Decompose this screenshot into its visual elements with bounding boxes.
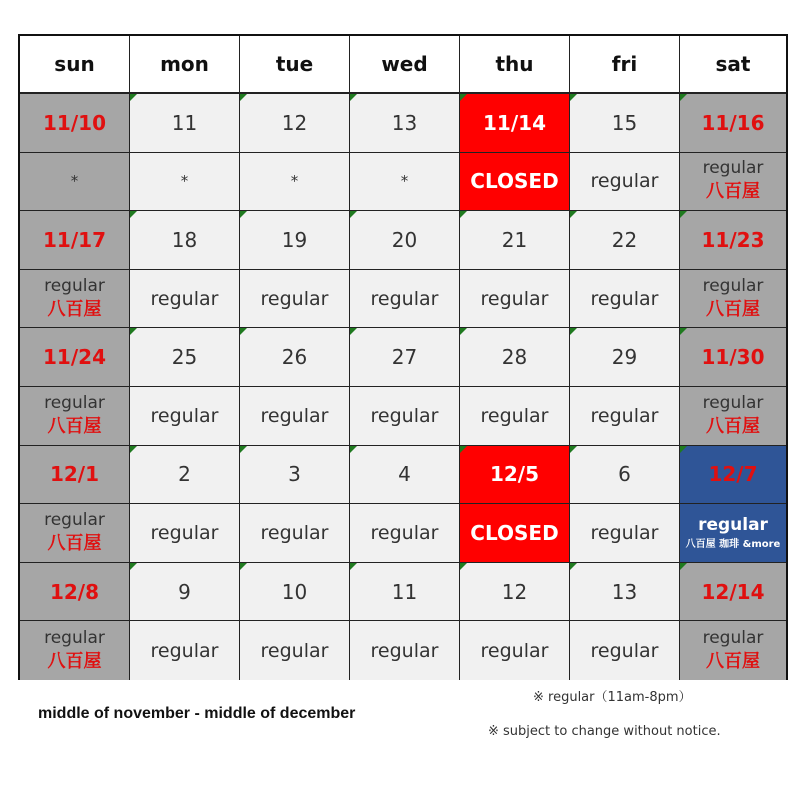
- yaoya-label: 八百屋: [47, 415, 102, 437]
- date-label: 25: [171, 345, 198, 370]
- regular-label: regular: [44, 627, 105, 648]
- date-label: 12/5: [489, 462, 540, 487]
- date-label: 13: [611, 579, 638, 604]
- comment-marker-icon: [240, 563, 247, 570]
- status-cell: [20, 387, 130, 446]
- status-cell: [240, 153, 350, 212]
- date-cell: [20, 446, 130, 505]
- yaoya-label: 八百屋: [47, 298, 102, 320]
- status-cell: [460, 504, 570, 563]
- comment-marker-icon: [680, 211, 687, 218]
- status-cell: [350, 153, 460, 212]
- regular-label: regular: [702, 627, 764, 648]
- comment-marker-icon: [350, 211, 357, 218]
- date-label: 28: [501, 345, 528, 370]
- comment-marker-icon: [350, 328, 357, 335]
- status-cell: [570, 504, 680, 563]
- date-label: 4: [398, 462, 411, 487]
- day-header-mon: [130, 36, 240, 94]
- regular-label: regular: [150, 287, 219, 310]
- regular-label: regular: [590, 521, 659, 544]
- date-label: 13: [391, 110, 418, 135]
- comment-marker-icon: [460, 446, 467, 453]
- hours-note: ※ regular（11am-8pm）: [533, 690, 692, 705]
- comment-marker-icon: [240, 94, 247, 101]
- special-vendors-label: 八百屋 珈琲 &more: [685, 538, 781, 550]
- regular-label: regular: [44, 392, 105, 413]
- date-label: 2: [178, 462, 191, 487]
- status-cell: [240, 504, 350, 563]
- regular-label: regular: [480, 287, 549, 310]
- date-cell: [680, 328, 786, 387]
- date-cell: [350, 94, 460, 153]
- status-cell: [570, 270, 680, 329]
- date-label: 11: [391, 579, 418, 604]
- comment-marker-icon: [350, 563, 357, 570]
- status-cell: [680, 270, 786, 329]
- date-label: 11/24: [43, 345, 106, 370]
- date-label: 12/7: [708, 462, 758, 487]
- comment-marker-icon: [240, 328, 247, 335]
- date-label: 9: [178, 579, 191, 604]
- closed-label: CLOSED: [470, 169, 559, 194]
- closed-label: CLOSED: [470, 520, 559, 545]
- calendar-grid: [18, 34, 788, 680]
- status-cell: [130, 387, 240, 446]
- regular-label: regular: [260, 404, 329, 427]
- status-cell: [20, 621, 130, 680]
- date-label: 11/10: [43, 110, 106, 135]
- date-cell: [240, 446, 350, 505]
- regular-label: regular: [370, 521, 439, 544]
- date-label: 29: [611, 345, 638, 370]
- regular-label: regular: [702, 392, 764, 413]
- regular-label: regular: [260, 521, 329, 544]
- date-label: 12/14: [701, 579, 765, 604]
- day-header-fri: [570, 36, 680, 94]
- status-cell: [240, 387, 350, 446]
- regular-label: regular: [590, 170, 659, 193]
- date-label: 11: [171, 110, 198, 135]
- date-label: 11/16: [701, 110, 765, 135]
- comment-marker-icon: [130, 446, 137, 453]
- regular-label: regular: [480, 639, 549, 662]
- date-cell: [350, 446, 460, 505]
- date-cell: [350, 563, 460, 622]
- comment-marker-icon: [460, 328, 467, 335]
- status-cell: [680, 387, 786, 446]
- comment-marker-icon: [570, 446, 577, 453]
- regular-label: regular: [150, 404, 219, 427]
- date-label: 11/30: [701, 345, 765, 370]
- date-cell: [20, 94, 130, 153]
- date-cell: [680, 563, 786, 622]
- comment-marker-icon: [570, 563, 577, 570]
- date-cell: [460, 446, 570, 505]
- regular-label: regular: [702, 158, 764, 179]
- regular-label: regular: [590, 639, 659, 662]
- yaoya-label: 八百屋: [47, 532, 102, 554]
- status-cell: [460, 270, 570, 329]
- date-cell: [680, 446, 786, 505]
- date-cell: [130, 94, 240, 153]
- calendar-caption: middle of november - middle of december: [38, 705, 356, 722]
- comment-marker-icon: [130, 563, 137, 570]
- regular-label: regular: [370, 404, 439, 427]
- status-cell: [460, 621, 570, 680]
- yaoya-label: 八百屋: [706, 650, 760, 672]
- date-cell: [570, 211, 680, 270]
- day-header-label: fri: [611, 52, 638, 76]
- status-cell: [20, 153, 130, 212]
- date-label: 22: [611, 227, 638, 252]
- regular-label: regular: [590, 287, 659, 310]
- status-cell: [680, 621, 786, 680]
- regular-label: regular: [698, 514, 768, 535]
- date-cell: [240, 563, 350, 622]
- comment-marker-icon: [680, 328, 687, 335]
- regular-label: regular: [590, 404, 659, 427]
- comment-marker-icon: [240, 211, 247, 218]
- date-label: 20: [391, 227, 418, 252]
- regular-label: regular: [44, 275, 105, 296]
- comment-marker-icon: [680, 446, 687, 453]
- date-cell: [570, 328, 680, 387]
- status-cell: [350, 504, 460, 563]
- yaoya-label: 八百屋: [706, 181, 760, 203]
- status-cell: [680, 153, 786, 212]
- day-header-tue: [240, 36, 350, 94]
- comment-marker-icon: [570, 328, 577, 335]
- date-label: 12: [281, 110, 308, 135]
- date-label: 12/8: [49, 579, 100, 604]
- comment-marker-icon: [130, 94, 137, 101]
- date-cell: [460, 94, 570, 153]
- date-label: 3: [288, 462, 301, 487]
- date-label: 21: [501, 227, 528, 252]
- day-header-label: sat: [715, 52, 751, 76]
- comment-marker-icon: [240, 446, 247, 453]
- yaoya-label: 八百屋: [706, 298, 760, 320]
- date-cell: [680, 211, 786, 270]
- status-cell: [240, 270, 350, 329]
- date-label: 11/17: [43, 227, 106, 252]
- date-cell: [460, 563, 570, 622]
- status-placeholder: *: [290, 172, 299, 191]
- comment-marker-icon: [570, 211, 577, 218]
- disclaimer-note: ※ subject to change without notice.: [488, 724, 721, 739]
- day-header-wed: [350, 36, 460, 94]
- date-cell: [130, 446, 240, 505]
- date-cell: [130, 211, 240, 270]
- status-cell: [460, 387, 570, 446]
- regular-label: regular: [150, 639, 219, 662]
- day-header-thu: [460, 36, 570, 94]
- date-cell: [240, 94, 350, 153]
- regular-label: regular: [702, 275, 764, 296]
- status-cell: [570, 387, 680, 446]
- status-cell: [130, 504, 240, 563]
- date-cell: [350, 211, 460, 270]
- date-cell: [570, 446, 680, 505]
- regular-label: regular: [370, 639, 439, 662]
- status-placeholder: *: [400, 172, 409, 191]
- regular-label: regular: [260, 639, 329, 662]
- regular-label: regular: [480, 404, 549, 427]
- date-label: 10: [281, 579, 308, 604]
- day-header-label: mon: [160, 52, 209, 76]
- day-header-label: tue: [275, 52, 314, 76]
- day-header-label: thu: [495, 52, 534, 76]
- status-placeholder: *: [180, 172, 189, 191]
- yaoya-label: 八百屋: [47, 650, 102, 672]
- comment-marker-icon: [130, 211, 137, 218]
- status-cell: [240, 621, 350, 680]
- date-cell: [460, 328, 570, 387]
- comment-marker-icon: [680, 94, 687, 101]
- date-cell: [20, 211, 130, 270]
- date-cell: [570, 94, 680, 153]
- comment-marker-icon: [130, 328, 137, 335]
- day-header-sat: [680, 36, 786, 94]
- comment-marker-icon: [460, 211, 467, 218]
- regular-label: regular: [44, 509, 105, 530]
- date-label: 18: [171, 227, 198, 252]
- date-label: 15: [611, 110, 638, 135]
- day-header-sun: [20, 36, 130, 94]
- comment-marker-icon: [350, 94, 357, 101]
- date-label: 19: [281, 227, 308, 252]
- regular-label: regular: [370, 287, 439, 310]
- status-cell: [460, 153, 570, 212]
- status-cell: [350, 387, 460, 446]
- status-cell: [130, 270, 240, 329]
- day-header-label: wed: [381, 52, 428, 76]
- date-cell: [460, 211, 570, 270]
- date-label: 11/23: [701, 227, 765, 252]
- date-label: 27: [391, 345, 418, 370]
- status-cell: [130, 153, 240, 212]
- date-label: 26: [281, 345, 308, 370]
- day-header-label: sun: [54, 52, 95, 76]
- date-cell: [240, 328, 350, 387]
- date-cell: [680, 94, 786, 153]
- date-cell: [350, 328, 460, 387]
- regular-label: regular: [150, 521, 219, 544]
- date-cell: [570, 563, 680, 622]
- comment-marker-icon: [350, 446, 357, 453]
- date-label: 12: [501, 579, 528, 604]
- date-label: 6: [618, 462, 631, 487]
- status-cell: [350, 270, 460, 329]
- date-label: 12/1: [49, 462, 100, 487]
- yaoya-label: 八百屋: [706, 415, 760, 437]
- status-cell: [20, 504, 130, 563]
- date-cell: [130, 328, 240, 387]
- comment-marker-icon: [570, 94, 577, 101]
- status-cell: [680, 504, 786, 563]
- status-placeholder: *: [70, 172, 79, 191]
- status-cell: [570, 153, 680, 212]
- comment-marker-icon: [460, 563, 467, 570]
- status-cell: [570, 621, 680, 680]
- comment-marker-icon: [680, 563, 687, 570]
- date-cell: [240, 211, 350, 270]
- regular-label: regular: [260, 287, 329, 310]
- date-cell: [130, 563, 240, 622]
- date-label: 11/14: [483, 110, 546, 135]
- status-cell: [350, 621, 460, 680]
- date-cell: [20, 563, 130, 622]
- status-cell: [130, 621, 240, 680]
- date-cell: [20, 328, 130, 387]
- comment-marker-icon: [460, 94, 467, 101]
- status-cell: [20, 270, 130, 329]
